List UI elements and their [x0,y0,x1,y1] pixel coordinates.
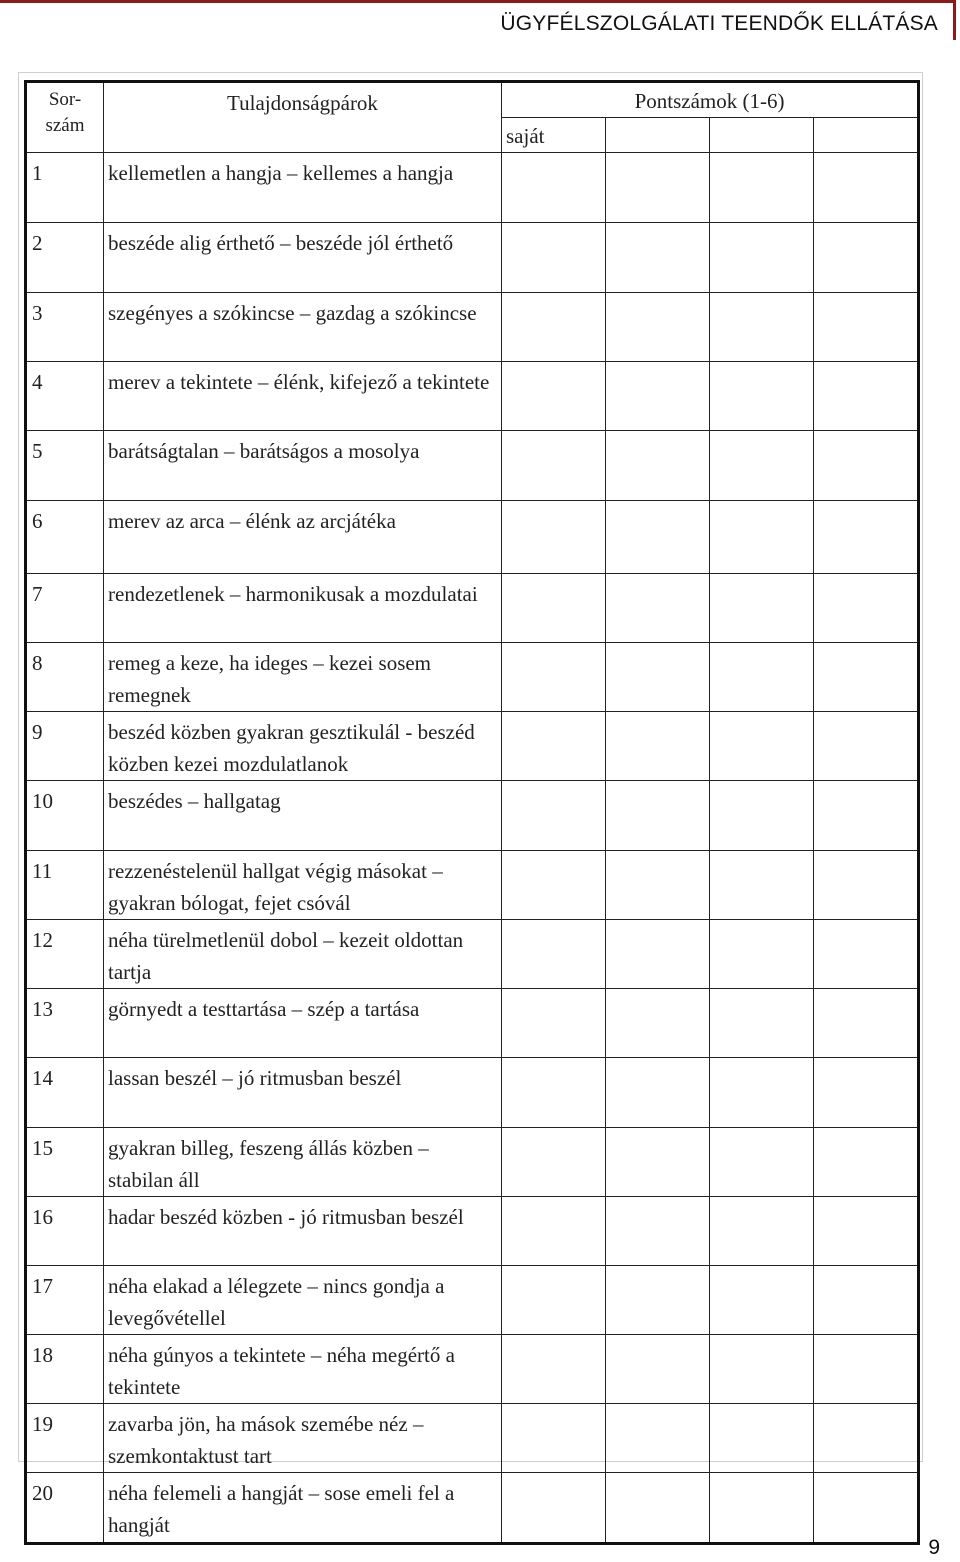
trait-pair-text: beszéde alig érthető – beszéde jól érthető [104,223,502,293]
header-cell-traits: Tulajdonságpárok [104,82,502,153]
score-cell-3[interactable] [710,1266,814,1335]
trait-pair-text: rendezetlenek – harmonikusak a mozdulatai [104,574,502,643]
score-cell-4[interactable] [814,1335,919,1404]
score-cell-2[interactable] [606,989,710,1058]
score-cell-own[interactable] [502,293,606,362]
table-row [26,153,919,223]
trait-pair-text: néha elakad a lélegzete – nincs gondja a levegővétellel [104,1266,502,1335]
score-cell-4[interactable] [814,153,919,223]
score-cell-own[interactable] [502,1197,606,1266]
score-cell-own[interactable] [502,223,606,293]
score-cell-4[interactable] [814,920,919,989]
score-cell-3[interactable] [710,989,814,1058]
score-cell-4[interactable] [814,712,919,781]
trait-pair-text: görnyedt a testtartása – szép a tartása [104,989,502,1058]
score-cell-2[interactable] [606,223,710,293]
score-cell-own[interactable] [502,431,606,501]
score-cell-3[interactable] [710,1128,814,1197]
header-cell-own: saját [502,118,606,153]
row-number: 16 [26,1197,104,1266]
running-header-title: ÜGYFÉLSZOLGÁLATI TEENDŐK ELLÁTÁSA [500,12,938,35]
score-cell-4[interactable] [814,643,919,712]
score-cell-4[interactable] [814,1058,919,1128]
score-cell-2[interactable] [606,153,710,223]
score-cell-3[interactable] [710,431,814,501]
trait-pair-text: barátságtalan – barátságos a mosolya [104,431,502,501]
score-cell-2[interactable] [606,851,710,920]
row-number: 3 [26,293,104,362]
table-row [26,1197,919,1266]
score-cell-2[interactable] [606,1266,710,1335]
score-cell-own[interactable] [502,1404,606,1473]
row-number: 8 [26,643,104,712]
score-cell-own[interactable] [502,1266,606,1335]
row-number: 11 [26,851,104,920]
score-cell-2[interactable] [606,431,710,501]
score-cell-3[interactable] [710,1473,814,1544]
score-cell-3[interactable] [710,1404,814,1473]
score-cell-4[interactable] [814,223,919,293]
score-cell-own[interactable] [502,1335,606,1404]
header-cell-number [26,82,104,153]
score-cell-4[interactable] [814,362,919,431]
row-number: 2 [26,223,104,293]
trait-pair-text: hadar beszéd közben - jó ritmusban beszél [104,1197,502,1266]
row-number: 13 [26,989,104,1058]
row-number: 15 [26,1128,104,1197]
score-cell-4[interactable] [814,989,919,1058]
score-cell-3[interactable] [710,712,814,781]
score-cell-3[interactable] [710,362,814,431]
score-cell-2[interactable] [606,643,710,712]
header-number-line2: szám [45,115,85,136]
row-number: 17 [26,1266,104,1335]
row-number: 4 [26,362,104,431]
score-cell-2[interactable] [606,1197,710,1266]
trait-pair-text: beszédes – hallgatag [104,781,502,851]
trait-pair-text: merev az arca – élénk az arcjátéka [104,501,502,574]
score-cell-4[interactable] [814,1128,919,1197]
table-row [26,1473,919,1544]
trait-pair-text: kellemetlen a hangja – kellemes a hangja [104,153,502,223]
score-cell-4[interactable] [814,293,919,362]
table-row [26,1128,919,1197]
score-cell-3[interactable] [710,1058,814,1128]
trait-pair-text: zavarba jön, ha mások szemébe néz – szemkontaktust tart [104,1404,502,1473]
table-header-row [26,82,919,118]
evaluation-table [24,80,920,1545]
table-row [26,989,919,1058]
score-cell-3[interactable] [710,293,814,362]
score-cell-own[interactable] [502,851,606,920]
score-cell-4[interactable] [814,1404,919,1473]
row-number: 10 [26,781,104,851]
score-cell-own[interactable] [502,920,606,989]
table-row [26,501,919,574]
score-cell-3[interactable] [710,223,814,293]
score-cell-2[interactable] [606,1058,710,1128]
table-row [26,431,919,501]
score-cell-3[interactable] [710,1197,814,1266]
table-row [26,643,919,712]
table-row [26,1266,919,1335]
score-cell-own[interactable] [502,1058,606,1128]
table-row [26,574,919,643]
header-cell-score-4 [814,118,919,153]
score-cell-4[interactable] [814,501,919,574]
header-cell-scores: Pontszámok (1-6) [502,82,919,118]
trait-pair-text: néha türelmetlenül dobol – kezeit oldottan tartja [104,920,502,989]
row-number: 7 [26,574,104,643]
score-cell-own[interactable] [502,362,606,431]
score-cell-own[interactable] [502,989,606,1058]
score-cell-3[interactable] [710,1335,814,1404]
header-cell-score-2 [606,118,710,153]
row-number: 20 [26,1473,104,1544]
trait-pair-text: remeg a keze, ha ideges – kezei sosem remegnek [104,643,502,712]
score-cell-2[interactable] [606,1335,710,1404]
trait-pair-text: rezzenéstelenül hallgat végig másokat – gyakran bólogat, fejet csóvál [104,851,502,920]
score-cell-own[interactable] [502,712,606,781]
row-number: 5 [26,431,104,501]
table-row [26,1335,919,1404]
row-number: 12 [26,920,104,989]
score-cell-4[interactable] [814,851,919,920]
score-cell-3[interactable] [710,153,814,223]
table-row [26,223,919,293]
score-cell-2[interactable] [606,293,710,362]
table-row [26,781,919,851]
score-cell-own[interactable] [502,643,606,712]
table-row [26,1058,919,1128]
score-cell-2[interactable] [606,362,710,431]
score-cell-own[interactable] [502,574,606,643]
header-cell-score-3 [710,118,814,153]
trait-pair-text: lassan beszél – jó ritmusban beszél [104,1058,502,1128]
trait-pair-text: néha felemeli a hangját – sose emeli fel a hangját [104,1473,502,1544]
score-cell-4[interactable] [814,1473,919,1544]
table-row [26,851,919,920]
score-cell-own[interactable] [502,501,606,574]
trait-pair-text: merev a tekintete – élénk, kifejező a tekintete [104,362,502,431]
score-cell-own[interactable] [502,781,606,851]
trait-pair-text: beszéd közben gyakran gesztikulál - beszéd közben kezei mozdulatlanok [104,712,502,781]
score-cell-2[interactable] [606,1404,710,1473]
score-cell-4[interactable] [814,431,919,501]
table-row [26,362,919,431]
table-body [26,153,919,1544]
row-number: 6 [26,501,104,574]
score-cell-3[interactable] [710,851,814,920]
score-cell-3[interactable] [710,574,814,643]
header-number-line1: Sor- [48,89,82,110]
page-number: 9 [928,1536,940,1559]
score-cell-2[interactable] [606,574,710,643]
score-cell-4[interactable] [814,1197,919,1266]
table-row [26,293,919,362]
score-cell-own[interactable] [502,1128,606,1197]
trait-pair-text: szegényes a szókincse – gazdag a szókincse [104,293,502,362]
score-cell-own[interactable] [502,1473,606,1544]
score-cell-2[interactable] [606,1128,710,1197]
score-cell-3[interactable] [710,781,814,851]
score-cell-4[interactable] [814,781,919,851]
table-row [26,712,919,781]
score-cell-3[interactable] [710,643,814,712]
score-cell-2[interactable] [606,501,710,574]
score-cell-3[interactable] [710,501,814,574]
row-number: 1 [26,153,104,223]
score-cell-2[interactable] [606,712,710,781]
row-number: 19 [26,1404,104,1473]
table-row [26,1404,919,1473]
score-cell-2[interactable] [606,781,710,851]
score-cell-2[interactable] [606,1473,710,1544]
row-number: 18 [26,1335,104,1404]
score-cell-4[interactable] [814,574,919,643]
row-number: 9 [26,712,104,781]
score-cell-4[interactable] [814,1266,919,1335]
score-cell-2[interactable] [606,920,710,989]
table-row [26,920,919,989]
trait-pair-text: gyakran billeg, feszeng állás közben – stabilan áll [104,1128,502,1197]
trait-pair-text: néha gúnyos a tekintete – néha megértő a tekintete [104,1335,502,1404]
score-cell-3[interactable] [710,920,814,989]
row-number: 14 [26,1058,104,1128]
score-cell-own[interactable] [502,153,606,223]
